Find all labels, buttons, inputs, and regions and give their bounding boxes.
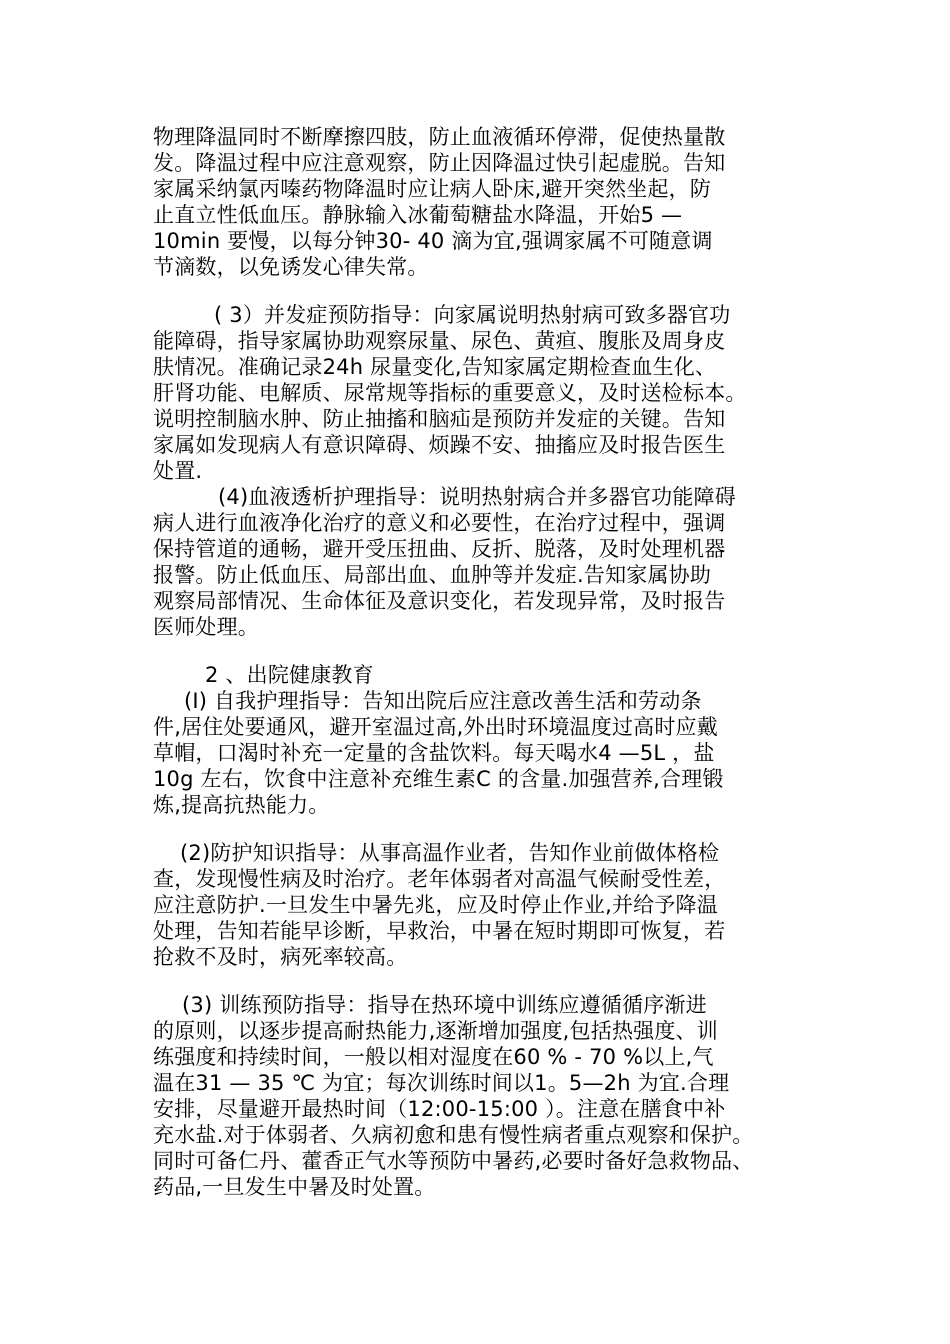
text-line: 家属采纳氯丙嗪药物降温时应让病人卧床,避开突然坐起，防 xyxy=(153,177,712,201)
text-line: 处理，告知若能早诊断，早救治，中暑在短时期即可恢复，若 xyxy=(153,919,726,943)
text-line: 说明控制脑水肿、防止抽搐和脑疝是预防并发症的关键。告知 xyxy=(153,407,726,431)
text-line: 应注意防护.一旦发生中暑先兆，应及时停止作业,并给予降温 xyxy=(153,893,718,917)
text-line: 止直立性低血压。静脉输入冰葡萄糖盐水降温，开始5 — xyxy=(153,203,683,227)
text-line: 安排，尽量避开最热时间（12:00-15:00 ）。注意在膳食中补 xyxy=(153,1097,726,1121)
text-line: 10min 要慢，以每分钟30- 40 滴为宜,强调家属不可随意调 xyxy=(153,229,713,253)
text-line: 家属如发现病人有意识障碍、烦躁不安、抽搐应及时报告医生 xyxy=(153,433,726,457)
text-line: 的原则，以逐步提高耐热能力,逐渐增加强度,包括热强度、训 xyxy=(153,1019,718,1043)
text-line: 抢救不及时，病死率较高。 xyxy=(153,945,408,969)
text-line: 肝肾功能、电解质、尿常规等指标的重要意义，及时送检标本。 xyxy=(153,381,747,405)
text-line: 草帽，口渴时补充一定量的含盐饮料。每天喝水4 —5L ，盐 xyxy=(153,741,715,765)
text-line: 件,居住处要通风，避开室温过高,外出时环境温度过高时应戴 xyxy=(153,715,718,739)
text-line: (I) 自我护理指导：告知出院后应注意改善生活和劳动条 xyxy=(184,689,702,713)
text-line: 10g 左右，饮食中注意补充维生素C 的含量.加强营养,合理锻 xyxy=(153,767,724,791)
text-line: 药品,一旦发生中暑及时处置。 xyxy=(153,1175,436,1199)
text-line: 能障碍，指导家属协助观察尿量、尿色、黄疸、腹胀及周身皮 xyxy=(153,329,726,353)
text-line: 病人进行血液净化治疗的意义和必要性，在治疗过程中，强调 xyxy=(153,511,726,535)
text-line: 练强度和持续时间，一般以相对湿度在60 % - 70 %以上,气 xyxy=(153,1045,714,1069)
text-line: 充水盐.对于体弱者、久病初愈和患有慢性病者重点观察和保护。 xyxy=(153,1123,754,1147)
text-line: 报警。防止低血压、局部出血、血肿等并发症.告知家属协助 xyxy=(153,563,712,587)
section-heading: 2 、出院健康教育 xyxy=(205,663,374,687)
text-line: 发。降温过程中应注意观察，防止因降温过快引起虚脱。告知 xyxy=(153,151,726,175)
text-line: (3) 训练预防指导：指导在热环境中训练应遵循循序渐进 xyxy=(182,993,707,1017)
text-line: (2)防护知识指导：从事高温作业者，告知作业前做体格检 xyxy=(180,841,720,865)
text-line: 同时可备仁丹、藿香正气水等预防中暑药,必要时备好急救物品、 xyxy=(153,1149,754,1173)
text-line: 节滴数，以免诱发心律失常。 xyxy=(153,255,429,279)
text-line: 保持管道的通畅，避开受压扭曲、反折、脱落，及时处理机器 xyxy=(153,537,726,561)
text-line: 温在31 — 35 ℃ 为宜；每次训练时间以1。5—2h 为宜.合理 xyxy=(153,1071,730,1095)
text-line: 查，发现慢性病及时治疗。老年体弱者对高温气候耐受性差， xyxy=(153,867,726,891)
text-line: 肤情况。准确记录24h 尿量变化,告知家属定期检查血生化、 xyxy=(153,355,717,379)
text-line: 物理降温同时不断摩擦四肢，防止血液循环停滞，促使热量散 xyxy=(153,125,726,149)
text-line: 炼,提高抗热能力。 xyxy=(153,793,330,817)
text-line: 处置. xyxy=(153,459,203,483)
text-line: (4)血液透析护理指导：说明热射病合并多器官功能障碍 xyxy=(218,485,736,509)
text-line: 医师处理。 xyxy=(153,615,259,639)
text-line: ( 3）并发症预防指导：向家属说明热射病可致多器官功 xyxy=(214,303,731,327)
text-line: 观察局部情况、生命体征及意识变化，若发现异常，及时报告 xyxy=(153,589,726,613)
